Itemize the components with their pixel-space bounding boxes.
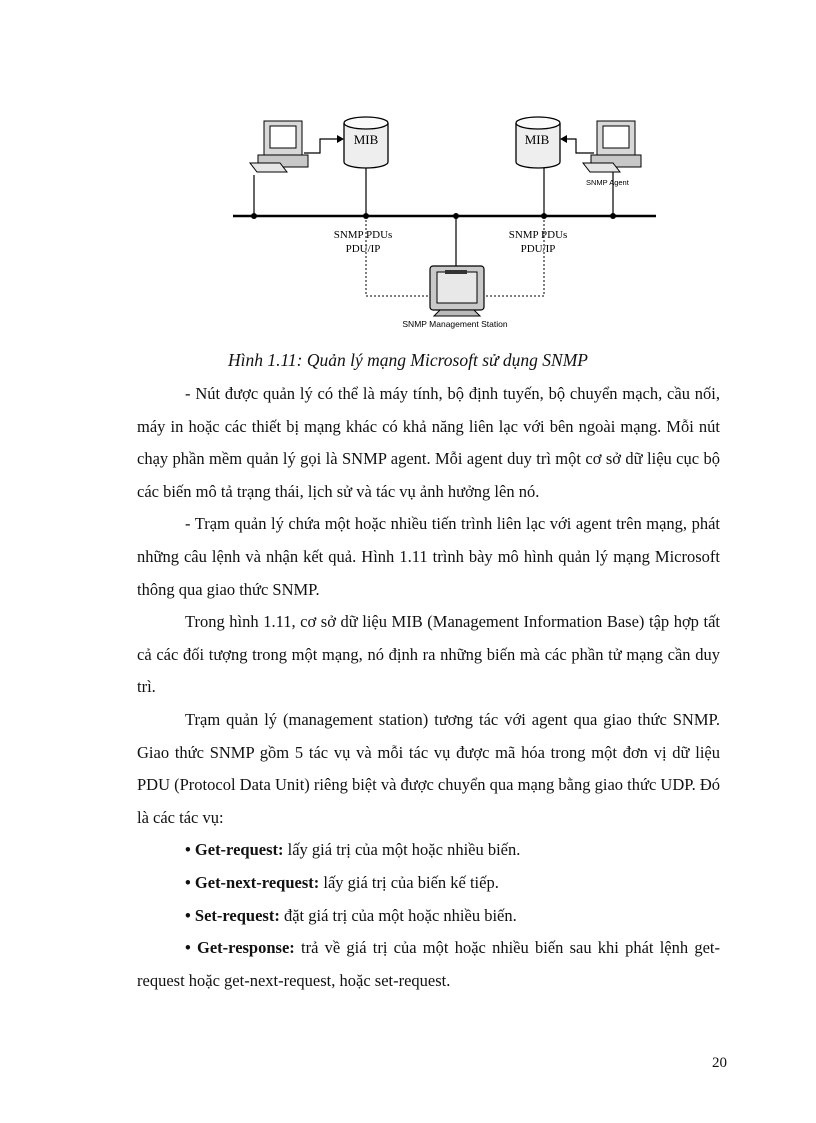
pdu-path-left <box>366 216 428 296</box>
mib-right-label: MIB <box>524 132 550 147</box>
body-text <box>137 378 720 997</box>
snmp-agent-label: SNMP Agent <box>586 178 629 187</box>
bullet-get-next-request: • Get-next-request: lấy giá trị của biến kế tiếp. <box>185 872 499 892</box>
paragraph-managed-node: - Nút được quản lý có thể là máy tính, bộ định tuyến, bộ chuyển mạch, cầu nối, máy in hoặc các thiết bị mạng khác có khả năng liên lạc với bên ngoài mạng. Mỗi nút chạy phần mềm quản lý gọi là SNMP agent. Mỗi agent duy trì một cơ sở dữ liệu cục bộ các biến mô tả trạng thái, lịch sử và tác vụ ảnh hưởng lên nó. <box>137 384 720 501</box>
mib-left-label: MIB <box>353 132 379 147</box>
figure-caption: Hình 1.11: Quản lý mạng Microsoft sử dụng SNMP <box>227 350 588 370</box>
pdu-left-label-1: SNMP PDUs <box>333 229 393 241</box>
paragraph-management-station: - Trạm quản lý chứa một hoặc nhiều tiến trình liên lạc với agent trên mạng, phát những câu lệnh và nhận kết quả. Hình 1.11 trình bày mô hình quản lý mạng Microsoft thông qua giao thức SNMP. <box>137 514 720 599</box>
bullet-desc: lấy giá trị của một hoặc nhiều biến. <box>283 840 521 860</box>
paragraph-snmp-operations: Trạm quản lý (management station) tương tác với agent qua giao thức SNMP. Giao thức SNMP gồm 5 tác vụ và mỗi tác vụ được mã hóa trong một đơn vị dữ liệu PDU (Protocol Data Unit) riêng biệt và được chuyển qua mạng bằng giao thức UDP. Đó là các tác vụ: <box>137 709 720 827</box>
computer-left-icon <box>250 121 308 172</box>
bullet-term: Get-next-request: <box>194 872 320 892</box>
management-station-icon <box>430 266 484 316</box>
bullet-term: Get-response: <box>197 938 295 958</box>
bullet-term: Get-request: <box>194 840 284 860</box>
paragraph-mib: Trong hình 1.11, cơ sở dữ liệu MIB (Management Information Base) tập hợp tất cả các đối tượng trong một mạng, nó định ra những biến mà các phần tử mạng cần duy trì. <box>137 612 720 697</box>
pdu-path-right <box>486 216 544 296</box>
pdu-right-label-1: SNMP PDUs <box>508 229 568 241</box>
bullet-get-response: • Get-response: trả về giá trị của một hoặc nhiều biến sau khi phát lệnh get-request hoặc get-next-request, hoặc set-request. <box>137 938 721 990</box>
bullet-desc: lấy giá trị của biến kế tiếp. <box>319 872 499 892</box>
bullet-term: Set-request: <box>194 905 280 925</box>
snmp-network-diagram <box>0 0 816 345</box>
bullet-desc: đặt giá trị của một hoặc nhiều biến. <box>279 905 517 925</box>
bullet-desc: trả về giá trị của một hoặc nhiều biến sau khi phát lệnh get-request hoặc get-next-request, hoặc set-request. <box>137 938 721 990</box>
pdu-left-label-2: PDU/IP <box>345 243 381 255</box>
bullet-set-request: • Set-request: đặt giá trị của một hoặc nhiều biến. <box>185 905 517 925</box>
computer-right-icon <box>583 121 641 172</box>
bullet-get-request: • Get-request: lấy giá trị của một hoặc nhiều biến. <box>185 840 521 860</box>
pdu-right-label-2: PDU/IP <box>520 243 556 255</box>
page-number: 20 <box>712 1055 727 1071</box>
management-station-label: SNMP Management Station <box>402 319 508 329</box>
